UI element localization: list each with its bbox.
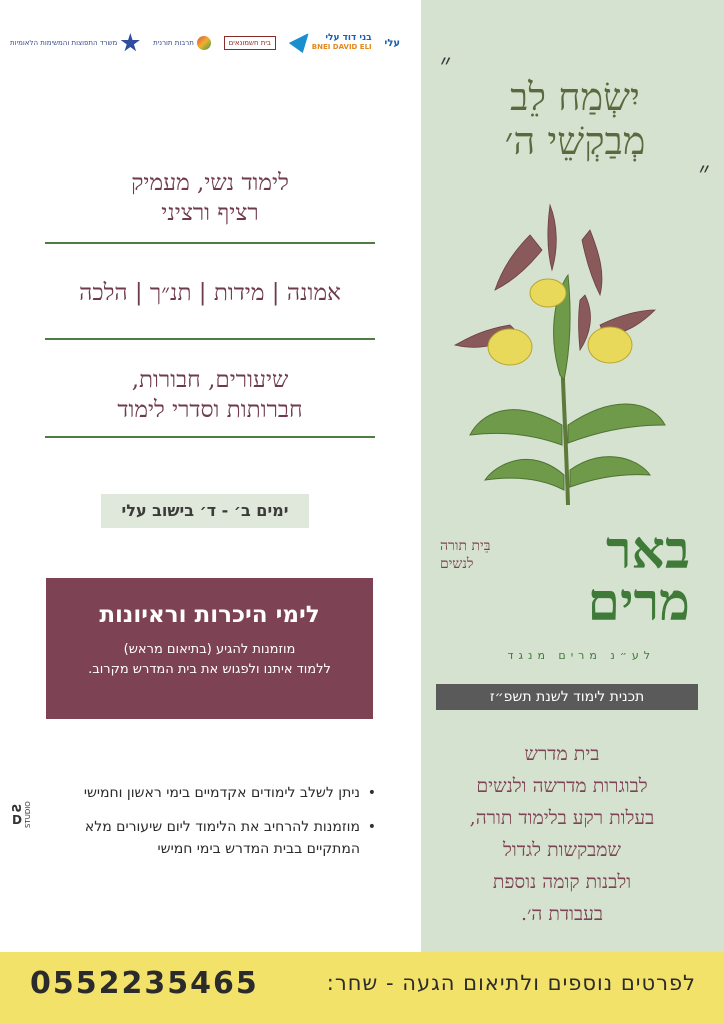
bnei-david-text: בני דוד עלי [325,33,372,43]
program-description: בית מדרש לבוגרות מדרשה ולנשים בעלות רקע בלימוד תורה, שמבקשות לגדול ולבנות קומה נוספת בעבודת ה׳. [469,743,655,925]
studio-credit: ᗡƧ STUDIO [10,801,32,829]
notes-list [45,782,378,872]
studio-text: STUDIO [24,801,32,829]
days-badge: ימים ב׳ - ד׳ בישוב עלי [101,494,309,528]
ministry-logo-text: משרד התפוצות והמשימות הלאומיות [10,39,118,47]
torah-culture-logo [153,31,211,55]
open-days-title: לימי היכרות וראיונות [99,602,320,628]
quote-open-mark: ״ [440,47,452,82]
heading-subjects: אמונה | מידות | תנ״ך | הלכה [79,280,341,306]
circles-icon [197,36,211,50]
contact-text: לפרטים נוספים ולתיאום הגעה - שחר: [326,971,696,995]
contact-footer [0,952,724,1024]
star-of-david-icon [120,33,140,53]
bnei-david-en-text: BNEI DAVID ELI [311,43,372,51]
brand-name: באר מרים [587,520,690,633]
bnei-david-logo [289,31,372,55]
contact-phone[interactable]: 0552235465 [30,966,259,1001]
list-item: • ניתן לשלב לימודים אקדמיים בימי ראשון וחמישי [45,782,360,804]
list-item: • מוזמנות להרחיב את הלימוד ליום שיעורים מלא המתקיים בבית המדרש בימי חמישי [45,816,360,860]
bird-icon [289,33,309,53]
brand-tagline: בֵּית תורה לנשים [440,538,491,572]
sponsor-logos [10,28,405,58]
program-year-badge: תכנית לימוד לשנת תשפ״ז [436,684,698,710]
brand-dedication: לע״נ מרים מנגד [507,649,655,662]
verse-text: יִשְׂמַח לֵב מְבַקְשֵׁי ה׳ [504,75,646,163]
divider [45,338,375,340]
beer-miriam-logo [440,520,690,675]
heading-lessons: שיעורים, חבורות, חברותות וסדרי לימוד [117,367,303,423]
divider [45,436,375,438]
hashmonaim-text: בית חשמונאים [224,36,276,50]
orchid-illustration [450,175,680,515]
verse-quote [440,47,710,190]
quote-close-mark: ״ [698,155,710,190]
eli-logo [384,31,405,55]
divider [45,242,375,244]
heading-women-learning: לימוד נשי, מעמיק רציף ורציני [131,170,289,226]
hashmonaim-logo [224,31,276,55]
eli-text: עלי [384,37,401,49]
open-days-text: מוזמנות להגיע (בתיאום מראש) ללמוד איתנו ולפגוש את בית המדרש מקרוב. [88,642,331,677]
torah-culture-text: תרבות תורנית [153,39,194,47]
ministry-logo [10,31,140,55]
open-days-box [46,578,373,719]
